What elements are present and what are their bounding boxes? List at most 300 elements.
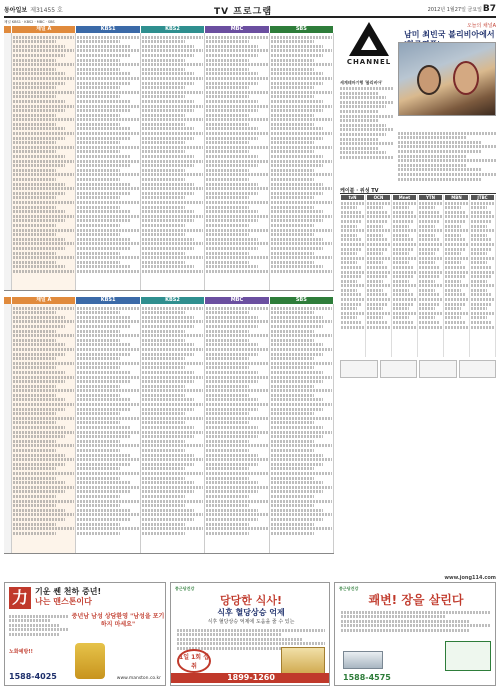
text-line [77, 196, 120, 199]
text-line [142, 495, 185, 498]
text-line [77, 380, 129, 383]
text-line [471, 220, 491, 223]
cable-channel-column [392, 195, 418, 357]
text-line [13, 72, 65, 75]
text-line [271, 398, 323, 401]
text-line [142, 183, 194, 186]
text-line [271, 118, 332, 121]
text-line [77, 307, 138, 310]
text-line [13, 325, 65, 328]
text-line [206, 394, 249, 397]
text-line [206, 72, 258, 75]
text-line [271, 467, 314, 470]
text-line [419, 257, 442, 260]
text-line [206, 339, 249, 342]
text-line [271, 100, 323, 103]
text-line [206, 486, 267, 489]
text-line [13, 316, 65, 319]
ad-band-header [4, 575, 496, 581]
text-line [271, 408, 323, 411]
text-line [271, 114, 314, 117]
cable-channel-column [366, 195, 392, 357]
text-line [77, 36, 138, 39]
text-line [13, 187, 74, 190]
text-line [471, 303, 491, 306]
text-line [142, 523, 185, 526]
text-line [9, 615, 69, 618]
text-line [13, 233, 56, 236]
text-line [13, 63, 74, 66]
feature-lead: 세계테마기행 '볼리비아' [340, 80, 383, 85]
text-line [271, 348, 332, 351]
product-image [281, 647, 325, 675]
text-line [341, 307, 357, 310]
text-line [13, 376, 74, 379]
cable-channel-column [470, 195, 496, 357]
text-line [419, 271, 442, 274]
text-line [142, 127, 194, 130]
text-line [445, 261, 461, 264]
text-line [271, 311, 314, 314]
text-line [367, 215, 390, 218]
feature-article-text [340, 80, 394, 184]
text-line [77, 509, 129, 512]
text-line [142, 307, 203, 310]
text-line [419, 280, 435, 283]
text-line [206, 54, 258, 57]
text-line [341, 252, 357, 255]
text-line [142, 114, 185, 117]
text-line [206, 196, 249, 199]
text-line [13, 431, 74, 434]
text-line [77, 247, 129, 250]
text-line [393, 238, 413, 241]
text-line [367, 298, 390, 301]
text-line [206, 206, 249, 209]
text-line [340, 142, 394, 145]
text-line [445, 211, 465, 214]
text-line [142, 105, 203, 108]
text-line [367, 280, 383, 283]
cable-channel-name: Mnet [393, 195, 416, 200]
text-line [142, 132, 203, 135]
text-line [142, 532, 185, 535]
text-line [142, 206, 185, 209]
text-line [142, 513, 203, 516]
ad-headline: 당당한 식사! [220, 594, 282, 607]
text-line [271, 412, 314, 415]
text-line [445, 271, 468, 274]
person-figure [453, 61, 479, 95]
text-line [13, 118, 74, 121]
text-line [393, 312, 416, 315]
text-line [340, 151, 386, 154]
text-line [142, 472, 203, 475]
text-line [142, 59, 185, 62]
text-line [341, 211, 361, 214]
text-line [206, 330, 249, 333]
grid-footer [4, 291, 334, 296]
text-line [142, 100, 194, 103]
text-line [271, 270, 332, 273]
text-line [142, 316, 194, 319]
text-line [206, 256, 267, 259]
text-line [445, 248, 465, 251]
text-line [77, 109, 129, 112]
text-line [367, 284, 390, 287]
text-line [206, 403, 267, 406]
text-line [271, 59, 314, 62]
text-line [13, 490, 65, 493]
text-line [13, 389, 74, 392]
text-line [206, 421, 249, 424]
text-line [77, 389, 138, 392]
text-line [445, 307, 461, 310]
text-line [13, 385, 56, 388]
text-line [206, 261, 249, 264]
text-line [419, 211, 439, 214]
text-line [177, 642, 325, 645]
text-line [393, 284, 416, 287]
ad-blood-sugar [170, 582, 330, 686]
feature-article-text-2 [398, 130, 496, 184]
text-line [206, 224, 249, 227]
text-line [341, 298, 364, 301]
text-line [13, 201, 74, 204]
text-line [142, 63, 203, 66]
text-line [271, 45, 323, 48]
text-line [206, 509, 258, 512]
text-line [13, 320, 74, 323]
text-line [142, 343, 194, 346]
text-line [341, 229, 364, 232]
text-line [142, 238, 194, 241]
text-line [142, 385, 185, 388]
cable-channel-column [444, 195, 470, 357]
text-line [271, 242, 332, 245]
text-line [367, 307, 383, 310]
text-line [206, 68, 249, 71]
text-line [340, 87, 394, 90]
text-line [471, 289, 487, 292]
text-line [419, 206, 435, 209]
text-line [271, 141, 314, 144]
text-line [142, 527, 203, 530]
text-line [367, 220, 387, 223]
text-line [445, 326, 468, 329]
text-line [445, 280, 461, 283]
text-line [13, 132, 74, 135]
text-line [367, 211, 387, 214]
text-line [13, 68, 56, 71]
product-image [343, 651, 383, 669]
text-line [77, 137, 129, 140]
text-line [77, 371, 129, 374]
text-line [393, 271, 416, 274]
text-line [77, 343, 129, 346]
text-line [271, 72, 323, 75]
text-line [142, 330, 185, 333]
text-line [398, 150, 481, 153]
text-line [142, 49, 203, 52]
schedule-column-sbs [270, 33, 334, 290]
text-line [142, 118, 203, 121]
text-line [271, 229, 332, 232]
text-line [271, 261, 314, 264]
text-line [142, 91, 203, 94]
grid-header [4, 26, 334, 33]
text-line [77, 105, 138, 108]
schedule-column-kbs1 [76, 33, 140, 290]
text-line [142, 486, 203, 489]
text-line [142, 518, 194, 521]
text-line [13, 265, 65, 268]
text-line [13, 403, 74, 406]
text-line [206, 229, 267, 232]
time-column-header [4, 297, 12, 304]
text-line [271, 435, 323, 438]
text-line [271, 509, 323, 512]
text-line [142, 509, 194, 512]
text-line [13, 380, 65, 383]
text-line [13, 256, 74, 259]
text-line [13, 440, 56, 443]
text-line [77, 160, 138, 163]
text-line [13, 91, 74, 94]
text-line [271, 256, 332, 259]
text-line [271, 206, 314, 209]
text-line [393, 225, 409, 228]
text-line [13, 343, 65, 346]
text-line [142, 72, 194, 75]
text-line [13, 252, 56, 255]
text-line [142, 426, 194, 429]
text-line [393, 266, 413, 269]
text-line [206, 173, 267, 176]
text-line [393, 275, 413, 278]
text-line [206, 362, 267, 365]
text-line [471, 284, 494, 287]
text-line [206, 109, 258, 112]
text-line [142, 95, 185, 98]
text-line [206, 504, 249, 507]
text-line [340, 105, 386, 108]
schedule-column-kbs2 [141, 304, 205, 553]
text-line [398, 168, 481, 171]
ad-body-text [341, 609, 491, 634]
ad-dose-badge: 1일 1회 섭취 [177, 649, 211, 673]
ad-headline: 기운 쎈 천하 중년! 나는 맨스톤이다 [35, 587, 102, 606]
text-line [206, 192, 258, 195]
cable-channel-name: JTBC [471, 195, 494, 200]
text-line [13, 371, 65, 374]
text-line [341, 225, 357, 228]
text-line [271, 123, 314, 126]
text-line [393, 243, 416, 246]
text-line [77, 63, 138, 66]
text-line [142, 270, 203, 273]
text-line [271, 316, 323, 319]
ad-seal [445, 641, 491, 671]
text-line [77, 118, 138, 121]
text-line [206, 371, 258, 374]
text-line [13, 77, 74, 80]
text-line [367, 293, 387, 296]
text-line [471, 252, 487, 255]
text-line [13, 178, 56, 181]
text-line [206, 454, 258, 457]
text-line [13, 463, 65, 466]
text-line [271, 472, 332, 475]
feature-body-lines [340, 87, 394, 159]
text-line [206, 114, 249, 117]
text-line [77, 187, 138, 190]
text-line [77, 334, 138, 337]
text-line [206, 252, 249, 255]
text-line [206, 426, 258, 429]
text-line [77, 141, 120, 144]
time-column [4, 304, 12, 553]
text-line [271, 330, 314, 333]
text-line [471, 257, 494, 260]
text-line [77, 403, 138, 406]
text-line [341, 280, 357, 283]
text-line [13, 362, 74, 365]
text-line [393, 202, 416, 205]
text-line [206, 59, 249, 62]
text-line [77, 435, 129, 438]
schedule-column-kbs1 [76, 304, 140, 553]
text-line [142, 82, 194, 85]
text-line [393, 211, 413, 214]
text-line [271, 132, 332, 135]
text-line [471, 271, 494, 274]
text-line [271, 201, 332, 204]
text-line [206, 357, 249, 360]
text-line [271, 68, 314, 71]
text-line [77, 256, 138, 259]
text-line [271, 86, 314, 89]
channel-header-a: 채널 A [12, 297, 76, 304]
text-line [142, 389, 203, 392]
channel-header-sbs: SBS [270, 297, 334, 304]
text-line [398, 145, 496, 148]
cable-channel-name: tvN [341, 195, 364, 200]
text-line [77, 320, 138, 323]
text-line [13, 435, 65, 438]
text-line [77, 440, 120, 443]
ad-tagline: 식후 혈당상승 억제에 도움을 줄 수 있는 [207, 619, 295, 625]
text-line [142, 394, 185, 397]
text-line [77, 146, 138, 149]
channel-header-a: 채널 A [12, 26, 76, 33]
text-line [471, 312, 494, 315]
text-line [206, 137, 258, 140]
text-line [367, 266, 387, 269]
channel-header-mbc: MBC [205, 26, 269, 33]
text-line [13, 95, 56, 98]
page-number: B7 [482, 4, 496, 14]
text-line [142, 265, 194, 268]
text-line [77, 59, 120, 62]
ad-bowel [334, 582, 496, 686]
text-line [142, 187, 203, 190]
small-ad [380, 360, 418, 378]
time-column [4, 33, 12, 290]
text-line [341, 289, 357, 292]
text-line [177, 629, 325, 632]
ad-band-url: www.jong114.com [444, 575, 496, 581]
text-line [419, 243, 442, 246]
text-line [13, 210, 65, 213]
text-line [206, 238, 258, 241]
cable-channel-name: YTN [419, 195, 442, 200]
text-line [13, 307, 74, 310]
text-line [142, 160, 203, 163]
text-line [445, 316, 461, 319]
text-line [13, 36, 74, 39]
text-line [419, 261, 435, 264]
text-line [13, 45, 65, 48]
text-line [142, 36, 203, 39]
tv-listings-grid [4, 26, 334, 554]
text-line [271, 233, 314, 236]
text-line [206, 463, 258, 466]
text-line [471, 316, 487, 319]
ad-body-text [9, 613, 69, 638]
text-line [206, 513, 267, 516]
text-line [13, 105, 74, 108]
text-line [271, 247, 323, 250]
text-line [471, 215, 494, 218]
grid-body-evening [4, 304, 334, 554]
text-line [367, 312, 390, 315]
text-line [271, 513, 332, 516]
text-line [367, 234, 383, 237]
text-line [77, 178, 120, 181]
text-line [419, 293, 439, 296]
text-line [77, 362, 138, 365]
text-line [13, 229, 74, 232]
text-line [271, 127, 323, 130]
text-line [271, 523, 314, 526]
text-line [13, 219, 65, 222]
text-line [206, 490, 258, 493]
cable-listings [340, 195, 496, 357]
text-line [367, 229, 390, 232]
text-line [13, 495, 56, 498]
text-line [77, 123, 120, 126]
text-line [340, 156, 394, 159]
text-line [271, 160, 332, 163]
text-line [271, 155, 323, 158]
text-line [340, 124, 386, 127]
small-ad-strip [340, 360, 496, 378]
schedule-column-mbc [205, 33, 269, 290]
text-line [77, 348, 138, 351]
text-line [206, 219, 258, 222]
text-line [206, 150, 249, 153]
text-line [419, 316, 435, 319]
text-line [142, 68, 185, 71]
ad-headline: 쾌변! 장을 살린다 [368, 593, 464, 607]
text-line [206, 178, 249, 181]
text-line [341, 266, 361, 269]
text-line [445, 229, 468, 232]
issue-number: 제31455 호 [30, 7, 63, 14]
text-line [206, 334, 267, 337]
text-line [142, 500, 203, 503]
